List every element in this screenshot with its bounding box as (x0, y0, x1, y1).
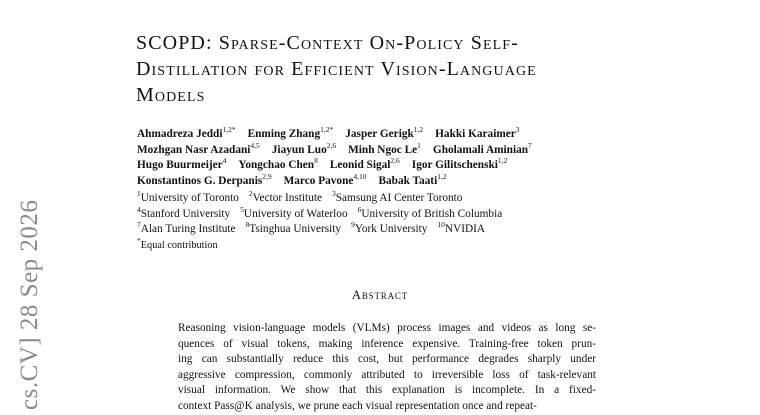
author-affiliation-mark: 1,2 (413, 125, 424, 134)
author-name: Ahmadreza Jeddi (137, 128, 223, 140)
author-name: Babak Taati (378, 174, 438, 187)
author-affiliation-mark: 4,5 (250, 140, 260, 150)
author-name: Gholamali Aminian (432, 143, 529, 156)
affiliation-list (137, 191, 637, 253)
author-list (137, 127, 647, 189)
abstract-line: ing can substantially reduce this cost, but performance degrades sharply under (178, 353, 596, 366)
affiliation-mark: 6 (357, 204, 362, 214)
affiliation-mark: 1 (137, 189, 141, 198)
author-name: Minh Ngoc Le (348, 143, 418, 156)
author (345, 125, 424, 140)
author-affiliation-mark: 1,2 (437, 171, 447, 181)
equal-contribution-text: Equal contribution (140, 239, 218, 251)
author-affiliation-mark: 2,9 (262, 171, 272, 181)
author-affiliation-mark: 8 (314, 156, 318, 166)
affiliation (437, 220, 486, 236)
author-name: Hugo Buurmeijer (137, 159, 223, 172)
affiliation-name: Samsung AI Center Toronto (335, 192, 463, 204)
author-row (137, 171, 647, 190)
equal-contribution-mark: * (137, 235, 141, 245)
author (348, 140, 421, 156)
title-line: Models (136, 84, 206, 106)
affiliation (137, 220, 236, 236)
affiliation-name: University of Toronto (140, 192, 239, 204)
affiliation-name: Alan Turing Institute (140, 223, 236, 236)
affiliation-name: Tsinghua University (249, 223, 342, 236)
author (238, 156, 318, 172)
author-affiliation-mark: 1 (417, 140, 421, 150)
author (378, 171, 447, 187)
abstract-line: aggressive compression, commonly attributed to irreversible loss of task-relevant (178, 368, 596, 381)
affiliation-row (137, 222, 637, 238)
author-affiliation-mark: 4 (222, 156, 227, 166)
affiliation-row (137, 204, 637, 223)
affiliation-row (137, 191, 637, 207)
affiliation-mark: 7 (137, 220, 141, 230)
affiliation-mark: 2 (248, 189, 253, 198)
abstract-line: quences of visual tokens, making inference expensive. Training-free token prun- (178, 337, 596, 350)
affiliation-name: Vector Institute (252, 192, 322, 204)
author-name: Hakki Karaimer (435, 128, 516, 140)
author (137, 156, 227, 172)
author-name: Leonid Sigal (329, 159, 391, 172)
abstract-line: Reasoning vision-language models (VLMs) process images and videos as long se- (178, 322, 596, 334)
abstract-heading: Abstract (352, 288, 408, 302)
affiliation-name: University of British Columbia (361, 207, 503, 220)
affiliation-mark: 3 (332, 189, 336, 198)
author-name: Yongchao Chen (238, 159, 315, 172)
author-affiliation-mark: 2,6 (326, 140, 337, 150)
affiliation-mark: 5 (240, 204, 244, 214)
affiliation-name: University of Waterloo (243, 207, 348, 220)
abstract-line: context Pass@K analysis, we prune each visual representation once and repeat- (178, 399, 537, 412)
author-name: Enming Zhang (247, 128, 321, 140)
author-affiliation-mark: 3 (515, 125, 520, 134)
author-affiliation-mark: 4,10 (353, 171, 367, 181)
author (271, 140, 337, 156)
paper-title (136, 30, 636, 108)
affiliation (245, 220, 342, 236)
affiliation-name: York University (354, 223, 428, 236)
author (283, 171, 367, 187)
author-name: Igor Gilitschenski (411, 159, 498, 172)
equal-contribution-note (137, 235, 637, 254)
abstract-line: visual information. We show that this explanation is incomplete. In a fixed- (178, 384, 596, 397)
affiliation-mark: 9 (351, 220, 355, 230)
author-name: Jasper Gerigk (345, 128, 414, 140)
author-row (137, 127, 647, 143)
author (329, 156, 400, 172)
author-affiliation-mark: 1,2* (222, 125, 236, 134)
author-name: Jiayun Luo (271, 143, 327, 156)
author-affiliation-mark: 2,6 (390, 156, 400, 166)
affiliation (357, 204, 503, 220)
author (432, 140, 532, 156)
affiliation (137, 189, 239, 204)
title-line: Distillation for Efficient Vision-Language (136, 58, 537, 80)
affiliation (240, 204, 348, 220)
affiliation (351, 220, 428, 236)
affiliation (248, 189, 322, 204)
affiliation-mark: 8 (245, 220, 250, 230)
affiliation (137, 204, 231, 220)
author-affiliation-mark: 1,2* (320, 125, 334, 134)
author (435, 125, 520, 140)
author-affiliation-mark: 7 (528, 140, 532, 150)
author (137, 125, 236, 140)
affiliation-name: NVIDIA (444, 223, 486, 236)
author-row (137, 158, 647, 174)
author (247, 125, 334, 140)
author-affiliation-mark: 1,2 (497, 156, 508, 166)
affiliation-name: Stanford University (140, 207, 231, 220)
author (411, 156, 508, 172)
title-line: SCOPD: Sparse-Context On-Policy Self- (136, 32, 519, 54)
abstract-body (178, 321, 596, 415)
affiliation-mark: 10 (437, 220, 445, 230)
author-name: Konstantinos G. Derpanis (137, 174, 263, 187)
arxiv-side-stamp: cs.CV] 28 Sep 2026 (16, 199, 43, 410)
author (137, 140, 260, 156)
author (137, 171, 272, 187)
affiliation (332, 189, 463, 204)
affiliation-mark: 4 (137, 204, 141, 214)
author-name: Mozhgan Nasr Azadani (137, 143, 251, 156)
author-name: Marco Pavone (283, 174, 354, 187)
